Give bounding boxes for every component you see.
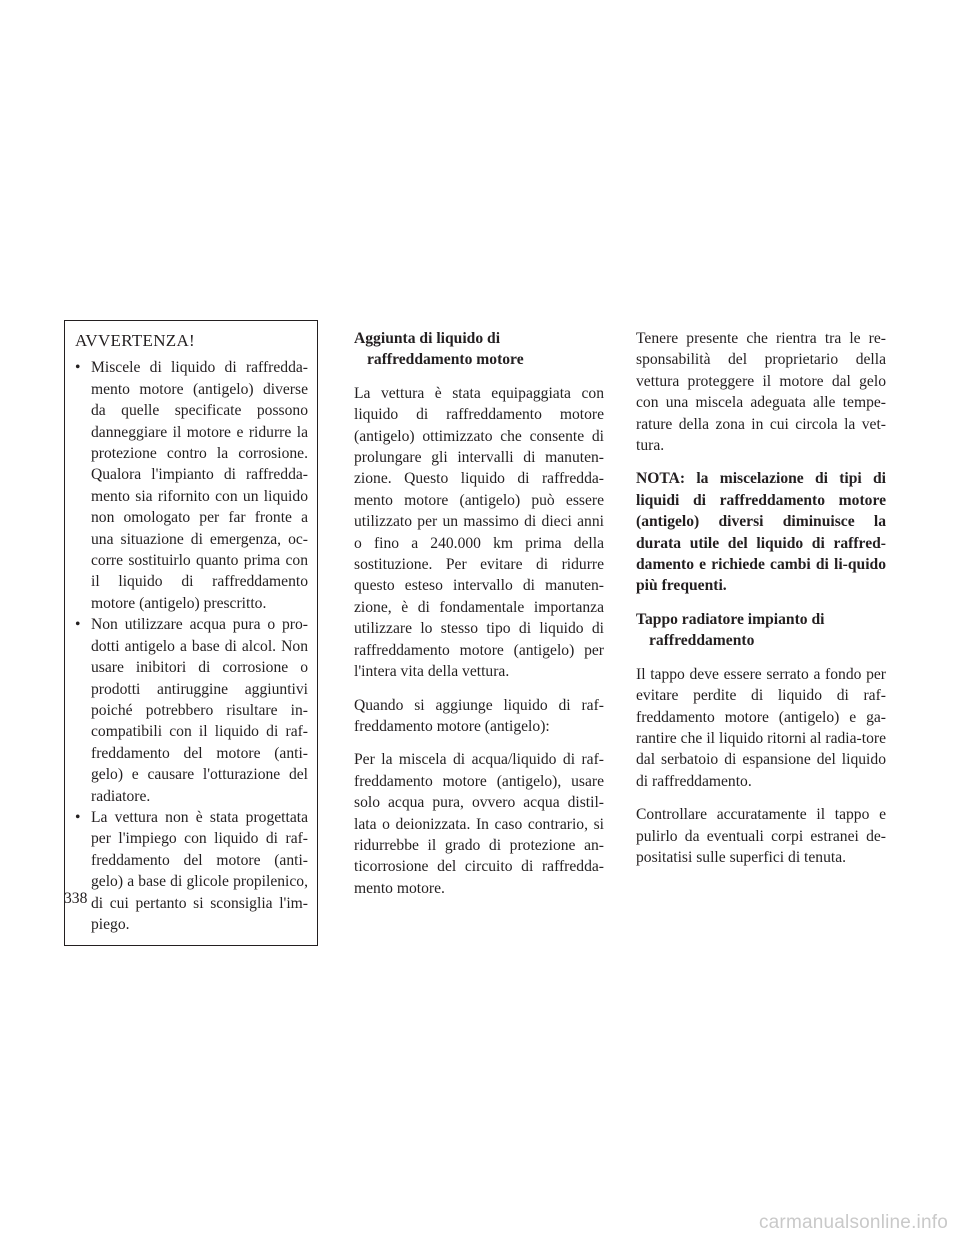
warning-list [75,357,308,935]
paragraph: Controllare accuratamente il tappo e pulirlo da eventuali corpi estranei de-positatisi sulle superfici di tenuta. [636,806,886,866]
note-paragraph: NOTA: la miscelazione di tipi di liquidi di raffreddamento motore (antigelo) diversi diminuisce la durata utile del liquido di raffred-damento e richiede cambi di li-quido più frequenti. [636,470,886,595]
warning-box [64,320,318,946]
warning-title: AVVERTENZA! [75,331,196,350]
paragraph: La vettura è stata equipaggiata con liquido di raffreddamento motore (antigelo) ottimizzato che consente di prolungare gli intervalli di manuten-zione. Questo liquido di raffredda-mento motore (antigelo) può essere utilizzato per un massimo di dieci anni o fino a 240.000 km prima della sostituzione. Per evitare di ridurre questo esteso intervallo di manuten-zione, è di fondamentale importanza utilizzare lo stesso tipo di liquido di raffreddamento motore (antigelo) per l'intera vita della vettura. [354,384,604,681]
section-heading-coolant-addition [354,328,604,371]
warning-item [75,807,308,935]
watermark-link[interactable]: carmanualsonline.info [758,1212,948,1233]
bullet-icon: • [75,616,81,634]
left-column [64,320,318,946]
bullet-icon: • [75,359,81,377]
heading-line: Tappo radiatore impianto di [636,610,825,628]
warning-item-text: Non utilizzare acqua pura o pro-dotti antigelo a base di alcol. Non usare inibitori di corrosione o prodotti antiruggine aggiuntivi poiché potrebbero risultare in-compatibili con il liquido di raf-freddamento del motore (anti-gelo) e causare l'otturazione del radiatore. [91,616,308,805]
middle-column [354,328,604,911]
paragraph: Il tappo deve essere serrato a fondo per evitare perdite di liquido di raf-freddamento motore (antigelo) e ga-rantire che il liquido ritorni al radia-tore dal serbatoio di espansione del liquido di raffreddamento. [636,665,886,790]
page-number: 338 [64,890,88,907]
warning-item-text: Miscele di liquido di raffredda-mento motore (antigelo) diverse da quelle specificate possono danneggiare il motore e ridurre la protezione contro la corrosione. Qualora l'impianto di raffredda-mento sia rifornito con un liquido non omologato per far fronte a una situazione di emergenza, oc-corre sostituirlo quanto prima con il liquido di raffreddamento motore (antigelo) prescritto. [91,359,308,612]
warning-item-text: La vettura non è stata progettata per l'impiego con liquido di raf-freddamento del motore (anti-gelo) a base di glicole propilenico, di cui pertanto si sconsiglia l'im-piego. [91,808,308,933]
paragraph: Tenere presente che rientra tra le re-sponsabilità del proprietario della vettura proteggere il motore dal gelo con una miscela adeguata alle tempe-rature della zona in cui circola la vet-tura. [636,330,886,455]
bullet-icon: • [75,808,81,826]
heading-line: raffreddamento [649,632,755,650]
right-column [636,328,886,880]
paragraph: Per la miscela di acqua/liquido di raf-freddamento motore (antigelo), usare solo acqua pura, ovvero acqua distil-lata o deionizzata. In caso contrario, si ridurrebbe il grado di protezione an-ticorrosione del circuito di raffredda-mento motore. [354,751,604,897]
section-heading-radiator-cap [636,609,886,652]
warning-item [75,357,308,614]
heading-line: raffreddamento motore [367,351,524,369]
warning-item [75,614,308,807]
paragraph: Quando si aggiunge liquido di raf-freddamento motore (antigelo): [354,696,604,735]
heading-line: Aggiunta di liquido di [354,330,501,347]
